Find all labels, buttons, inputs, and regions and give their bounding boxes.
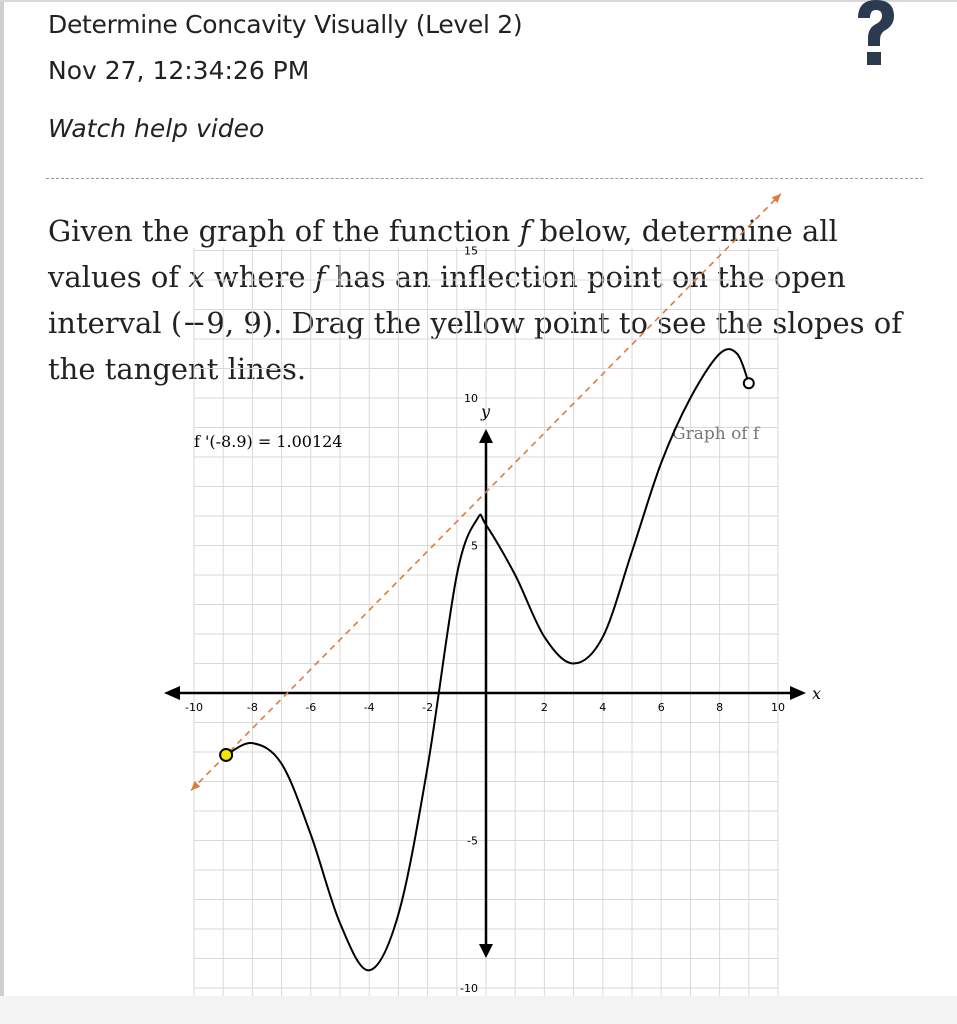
question-part-2: below, determine all values of xyxy=(48,214,838,294)
y-axis-arrow-down xyxy=(479,944,493,958)
y-tick-label: 15 xyxy=(464,244,478,258)
y-axis-label: y xyxy=(481,402,491,421)
section-divider xyxy=(46,178,923,179)
x-tick-label: 2 xyxy=(540,701,548,714)
y-axis-arrow-up xyxy=(479,429,493,443)
x-axis-arrow-right xyxy=(790,686,806,700)
x-axis-label: x xyxy=(812,684,822,703)
timestamp: Nov 27, 12:34:26 PM xyxy=(48,56,310,85)
y-tick-label: -5 xyxy=(467,834,478,848)
variable-symbol: x xyxy=(188,260,205,294)
function-symbol: f xyxy=(519,214,531,248)
y-tick-label: -10 xyxy=(460,982,478,995)
y-tick-label: 5 xyxy=(471,539,478,553)
open-endpoint xyxy=(744,378,754,388)
y-tick-label: 10 xyxy=(464,392,478,405)
draggable-yellow-point[interactable] xyxy=(220,749,232,761)
graph-caption: Graph of f xyxy=(672,424,760,444)
window-border xyxy=(0,0,4,1024)
derivative-readout: f '(-8.9) = 1.00124 xyxy=(194,432,343,451)
x-tick-label: 10 xyxy=(771,701,785,714)
watch-help-video-link[interactable]: Watch help video xyxy=(48,114,265,143)
question-part-3: where xyxy=(213,260,306,294)
x-tick-label: -2 xyxy=(422,701,434,714)
function-symbol-2: f xyxy=(314,260,326,294)
interval: (−9, 9). xyxy=(170,306,283,340)
question-mark-icon[interactable] xyxy=(836,0,916,76)
bottom-bar xyxy=(0,996,957,1024)
exercise-title: Determine Concavity Visually (Level 2) xyxy=(48,10,523,39)
x-tick-label: 8 xyxy=(716,701,724,714)
question-part-5: Drag the yellow point to see the slopes of the tangent lines. xyxy=(48,306,902,386)
x-tick-label: -8 xyxy=(246,701,258,714)
question-part-4: has an inflection point on the open interval xyxy=(48,260,846,340)
question-text xyxy=(48,208,928,392)
x-tick-label: -10 xyxy=(185,701,203,714)
window-top-border xyxy=(0,0,957,2)
x-tick-label: 6 xyxy=(657,701,665,714)
x-tick-label: -6 xyxy=(305,701,317,714)
graph-axes xyxy=(164,429,806,958)
question-part-1: Given the graph of the function xyxy=(48,214,511,248)
x-axis-arrow-left xyxy=(164,686,180,700)
x-tick-label: -4 xyxy=(363,701,375,714)
x-tick-label: 4 xyxy=(599,701,607,714)
